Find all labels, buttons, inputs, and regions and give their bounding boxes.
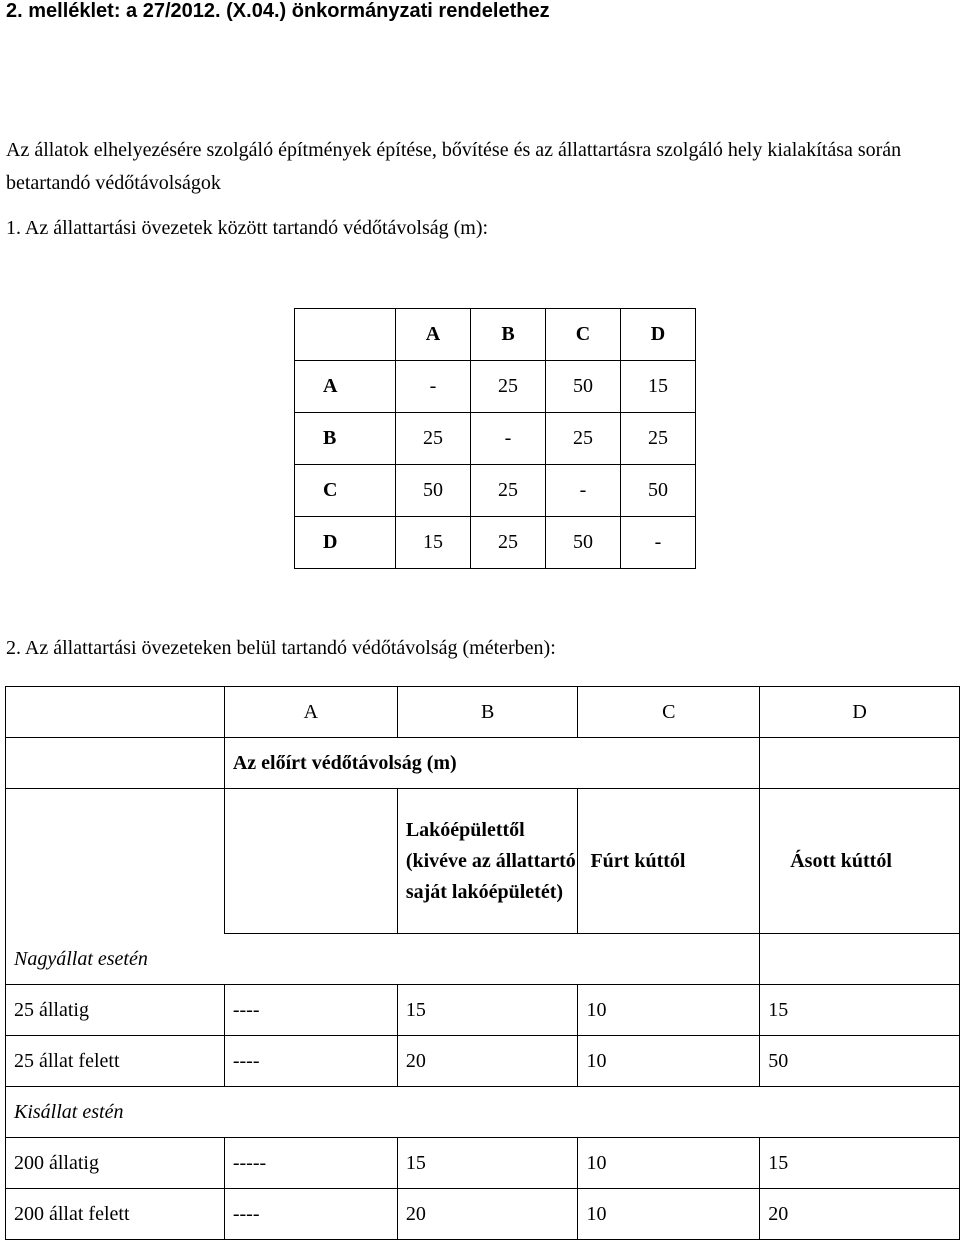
empty-cell (6, 738, 225, 789)
group-title-row (6, 1087, 960, 1138)
table-header-row (6, 687, 960, 738)
empty-cell (224, 789, 397, 934)
section1-title: 1. Az állattartási övezetek között tartandó védőtávolság (m): (6, 217, 489, 239)
table-cell: ---- (224, 1189, 397, 1240)
table-cell: 20 (397, 1036, 578, 1087)
table-row (6, 1138, 960, 1189)
column-header: D (760, 687, 960, 738)
empty-cell (6, 789, 225, 934)
col-header-residential: Lakóépülettől (kivéve az állattartó saját lakóépületét) (397, 789, 578, 934)
table-cell: 50 (396, 465, 471, 517)
column-header: B (471, 309, 546, 361)
table-cell: 15 (397, 1138, 578, 1189)
table-cell: 10 (578, 985, 760, 1036)
table-cell: 25 (546, 413, 621, 465)
table-cell: 15 (396, 517, 471, 569)
row-label: A (295, 361, 396, 413)
table-cell: 25 (621, 413, 696, 465)
table-cell: 15 (760, 985, 960, 1036)
group-title: Kisállat estén (6, 1087, 960, 1138)
table-cell: - (471, 413, 546, 465)
intro-paragraph: Az állatok elhelyezésére szolgáló építmények építése, bővítése és az állattartásra szolgáló hely kialakítása során betartandó védőtávolságok (6, 139, 902, 194)
column-header: A (224, 687, 397, 738)
internal-distance-table (5, 686, 960, 1240)
table-cell: - (396, 361, 471, 413)
table-cell: 50 (546, 517, 621, 569)
row-label: D (295, 517, 396, 569)
row-label: 25 állat felett (6, 1036, 225, 1087)
page-heading: 2. melléklet: a 27/2012. (X.04.) önkormányzati rendelethez (6, 0, 550, 22)
subheader-row (6, 738, 960, 789)
table-cell: ---- (224, 985, 397, 1036)
table-cell: 15 (397, 985, 578, 1036)
group-title-row (6, 934, 960, 985)
table-row (6, 1036, 960, 1087)
prescribed-distance-label: Az előírt védőtávolság (m) (224, 738, 759, 789)
column-headers-row (6, 789, 960, 934)
table-cell: 25 (471, 465, 546, 517)
row-label: 25 állatig (6, 985, 225, 1036)
table-row (6, 985, 960, 1036)
table-cell: 10 (578, 1138, 760, 1189)
col-header-drilled-well: Fúrt kúttól (578, 789, 760, 934)
row-label: B (295, 413, 396, 465)
table-cell: 15 (760, 1138, 960, 1189)
table-cell: - (621, 517, 696, 569)
table-cell: - (546, 465, 621, 517)
table-row (295, 361, 696, 413)
corner-cell (295, 309, 396, 361)
table-row (295, 413, 696, 465)
empty-cell (760, 934, 960, 985)
column-header: B (397, 687, 578, 738)
row-label: C (295, 465, 396, 517)
table-header-row (295, 309, 696, 361)
col-header-dug-well: Ásott kúttól (760, 789, 960, 934)
table-cell: 25 (396, 413, 471, 465)
table-cell: 10 (578, 1189, 760, 1240)
empty-cell (760, 738, 960, 789)
table-cell: 25 (471, 517, 546, 569)
section2-title: 2. Az állattartási övezeteken belül tartandó védőtávolság (méterben): (6, 637, 556, 659)
empty-cell (6, 687, 225, 738)
table-cell: 10 (578, 1036, 760, 1087)
table-cell: 50 (760, 1036, 960, 1087)
table-cell: ----- (224, 1138, 397, 1189)
zone-distance-table (294, 308, 696, 569)
column-header: D (621, 309, 696, 361)
table-row (295, 465, 696, 517)
column-header: C (546, 309, 621, 361)
column-header: A (396, 309, 471, 361)
table-cell: ---- (224, 1036, 397, 1087)
table-cell: 20 (760, 1189, 960, 1240)
table-row (6, 1189, 960, 1240)
table-cell: 15 (621, 361, 696, 413)
table-cell: 50 (546, 361, 621, 413)
table-cell: 25 (471, 361, 546, 413)
group-title: Nagyállat esetén (6, 934, 760, 985)
table-cell: 50 (621, 465, 696, 517)
row-label: 200 állatig (6, 1138, 225, 1189)
table-cell: 20 (397, 1189, 578, 1240)
column-header: C (578, 687, 760, 738)
table-row (295, 517, 696, 569)
row-label: 200 állat felett (6, 1189, 225, 1240)
